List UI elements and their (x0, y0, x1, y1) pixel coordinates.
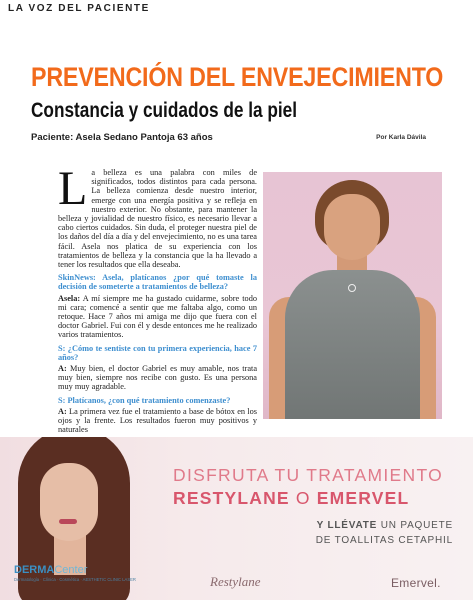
ad-brand-emervel: EMERVEL (316, 488, 410, 508)
patient-photo (263, 172, 442, 419)
dermacenter-name-b: Center (54, 564, 88, 576)
emervel-logo: Emervel. (391, 576, 441, 590)
author-credit: Por Karla Dávila (376, 134, 426, 141)
ad-headline: DISFRUTA TU TRATAMIENTO (173, 465, 444, 485)
ad-connector: O (289, 488, 317, 508)
ad-model-face (40, 463, 98, 541)
article-body (58, 162, 257, 436)
ad-offer-rest: UN PAQUETE (377, 520, 453, 531)
drop-cap: L (58, 162, 88, 215)
question-2: S: ¿Cómo te sentiste con tu primera experiencia, hace 7 años? (58, 343, 257, 362)
answer-1 (58, 294, 257, 340)
photo-face (324, 194, 380, 260)
photo-pendant (348, 284, 356, 292)
question-3: S: Platícanos, ¿con qué tratamiento comenzaste? (58, 395, 231, 405)
patient-line: Paciente: Asela Sedano Pantoja 63 años (31, 132, 213, 143)
ad-brand-restylane: RESTYLANE (173, 488, 290, 508)
answer-1-label: Asela: (58, 293, 81, 303)
restylane-logo: Restylane (210, 574, 261, 589)
ad-offer-bold: Y LLÉVATE (316, 520, 378, 531)
ad-brands-line (173, 488, 409, 509)
intro-text: a belleza es una palabra con miles de significados, todos distintos para cada persona. La belleza comienza desde nuestro interior, emerge con una energía positiva y se refleja en nuestro exterior. No obstante, para mantener la belleza y jovialidad de nuestro físico, es necesario llevar a cabo ciertos cuidados. Sin duda, el proteger nuestra piel de los daños del día a día y del envejecimiento, no es una tarea fácil. Asela nos platica de su experiencia con los tratamientos de belleza y la constancia que la ha llevado a tener los resultados que ella deseaba. (58, 168, 257, 270)
ad-model-lips (59, 519, 77, 524)
answer-3 (58, 407, 257, 435)
answer-2-text: Muy bien, el doctor Gabriel es muy amable, nos trata muy bien, siempre nos recibe con gusto. Es una persona muy muy agradable. (58, 364, 257, 392)
dermacenter-name (14, 564, 136, 576)
photo-shirt (285, 270, 420, 419)
answer-3-label: A: (58, 406, 67, 416)
dermacenter-name-a: DERMA (14, 564, 55, 576)
answer-2 (58, 364, 257, 392)
ad-offer-line (317, 520, 453, 531)
dermacenter-logo (14, 564, 136, 582)
headline: PREVENCIÓN DEL ENVEJECIMIENTO (31, 62, 444, 92)
answer-1-text: A mí siempre me ha gustado cuidarme, sobre todo mi cara; comencé a sentir que me faltaba algo, como un retoque. Hace 7 años mi amiga me dijo que fuera con el doctor Gabriel. Fui con él y desde entonces me he realizado varios tratamientos. (58, 293, 257, 340)
ad-offer-line-2: DE TOALLITAS CETAPHIL (315, 535, 453, 546)
answer-2-label: A: (58, 364, 67, 374)
answer-3-text: La primera vez fue el tratamiento a base de bótox en los ojos y la frente. Los resultados fueron muy positivos y naturales (58, 406, 257, 435)
question-1: SkinNews: Asela, platícanos ¿por qué tomaste la decisión de someterte a tratamientos de belleza? (58, 273, 257, 292)
byline-row (31, 132, 436, 146)
subheadline: Constancia y cuidados de la piel (31, 99, 298, 122)
section-label: LA VOZ DEL PACIENTE (8, 3, 150, 14)
dermacenter-tagline: Dermatología · Clínica · Cosmética · AESTHETIC CLINIC LASER (14, 577, 136, 582)
advertisement-banner (0, 437, 473, 600)
intro-paragraph (58, 162, 257, 270)
